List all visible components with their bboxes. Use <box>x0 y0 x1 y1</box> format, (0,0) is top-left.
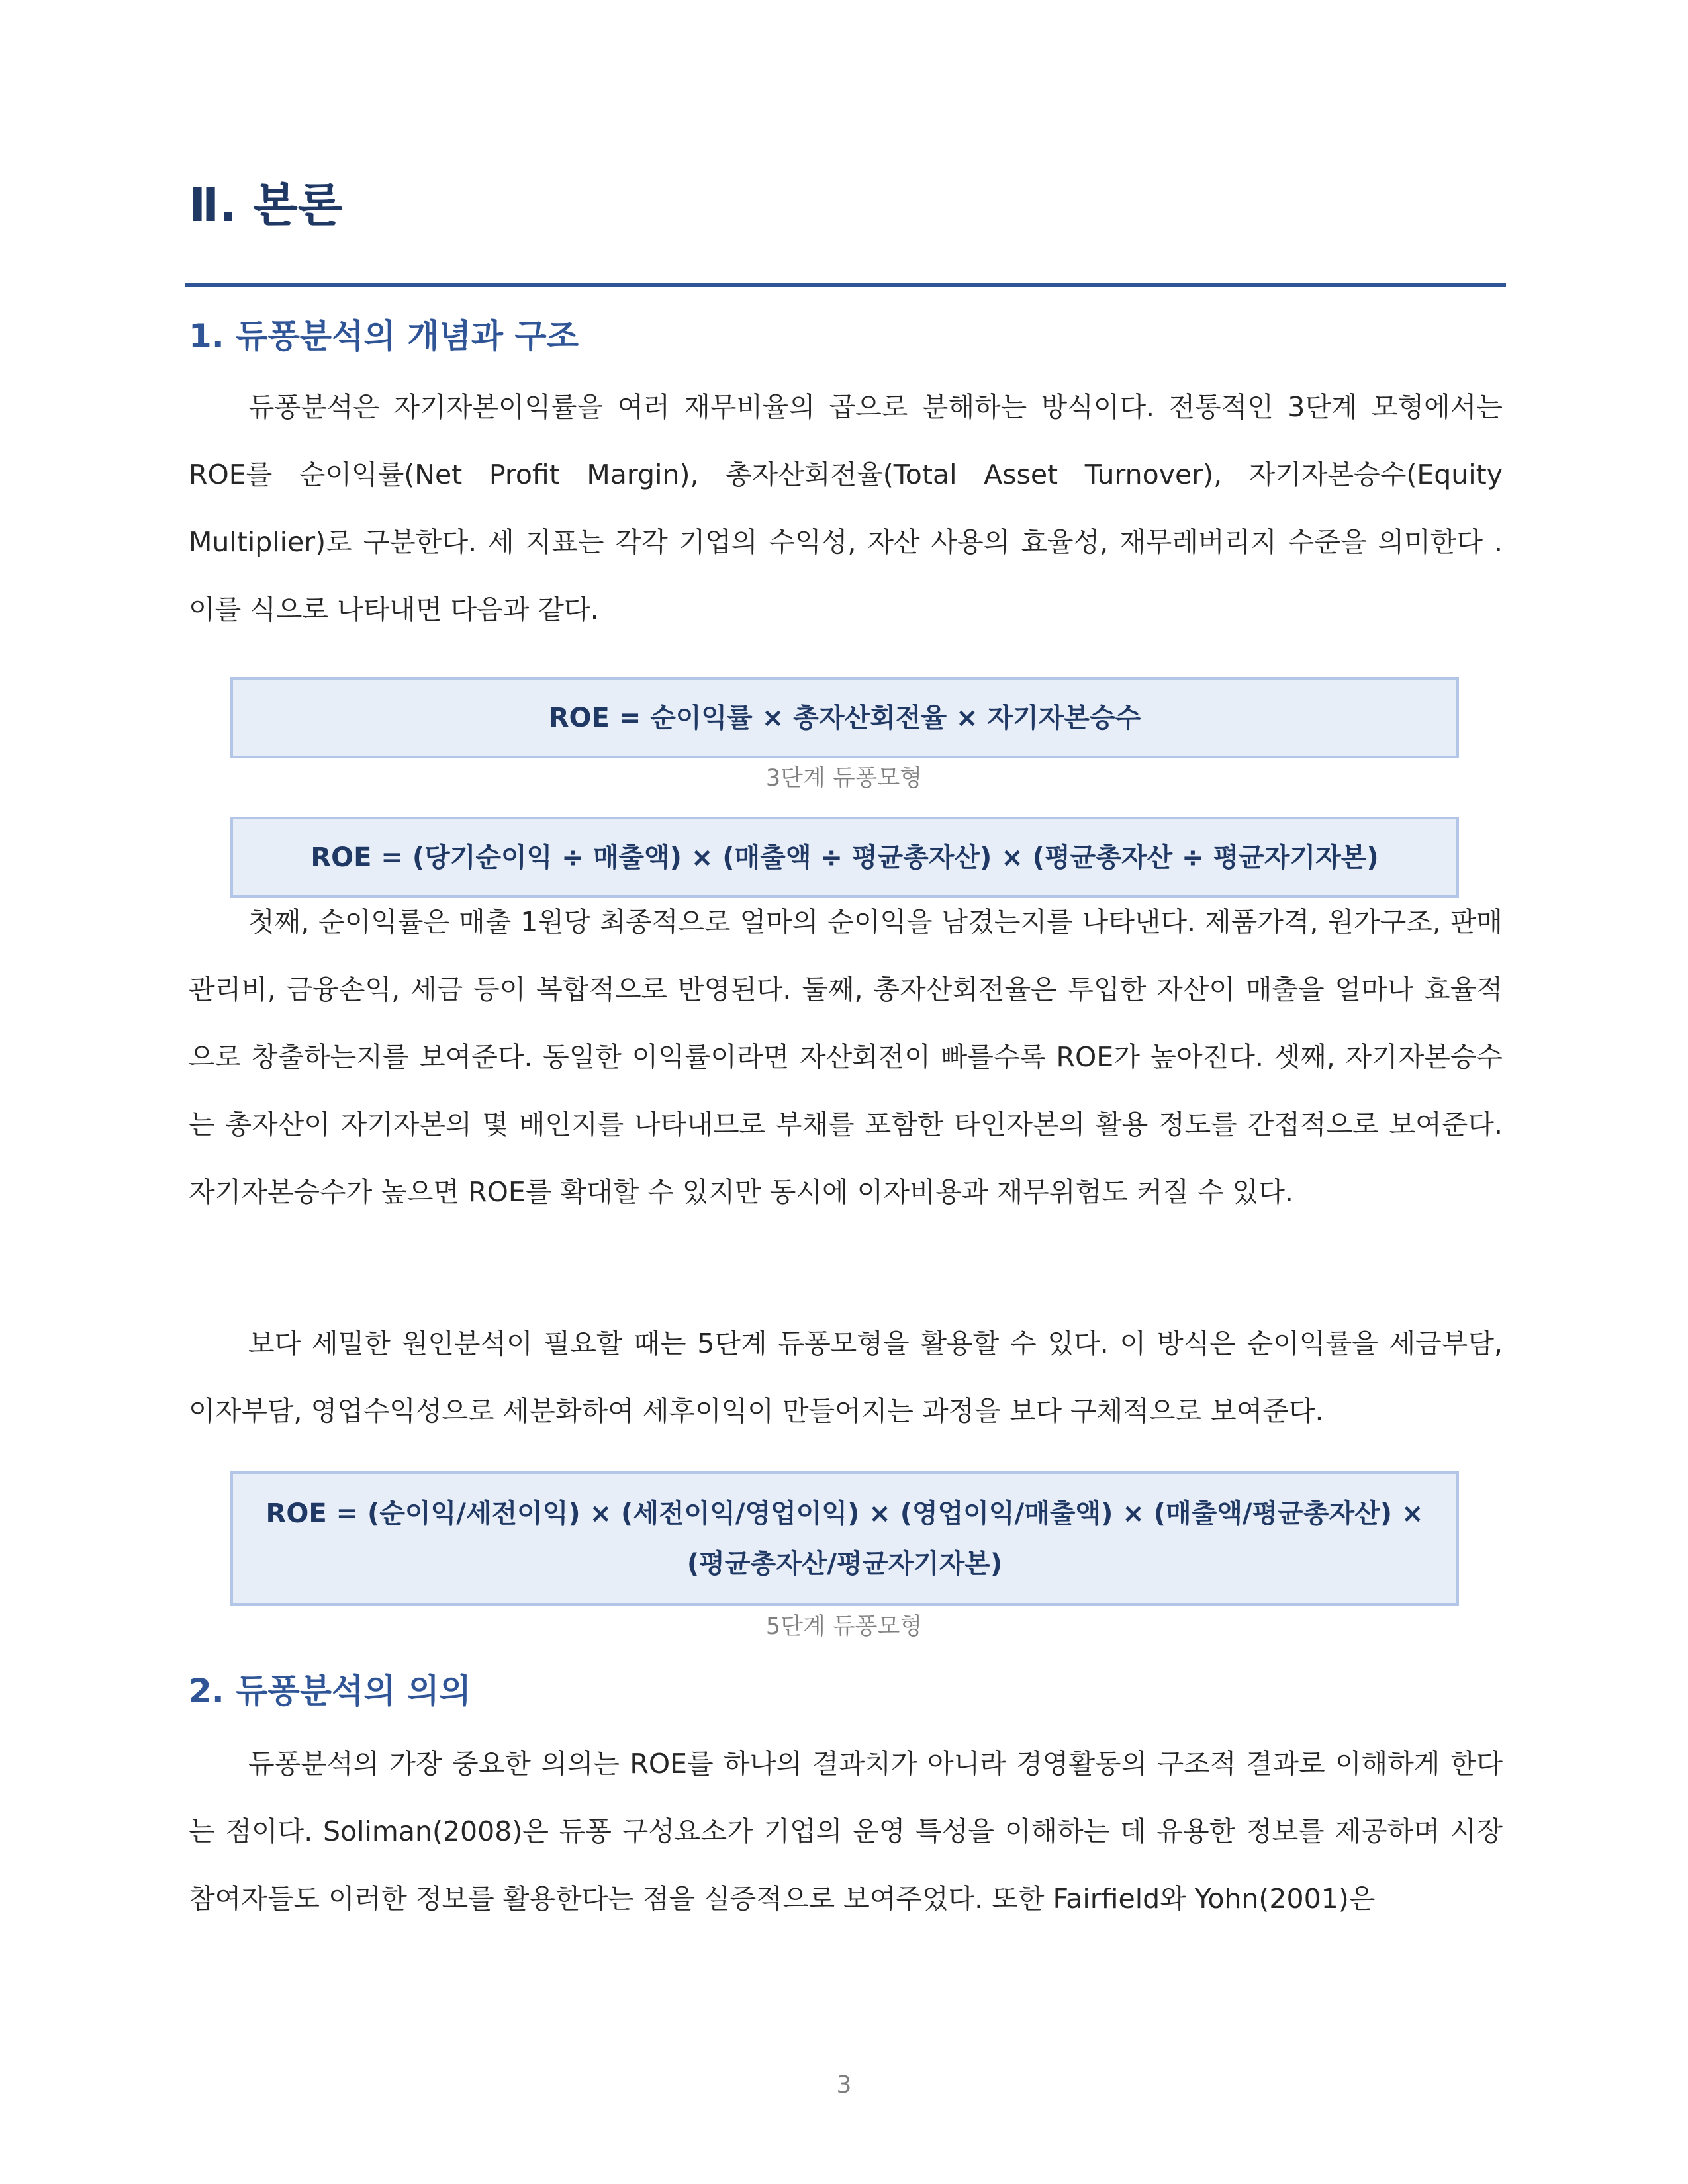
formula-box-3-stage <box>230 677 1459 758</box>
formula-5-stage: ROE = (순이익/세전이익) × (세전이익/영업이익) × (영업이익/매출액) × (매출액/평균총자산) × (평균총자산/평균자기자본) <box>265 1498 1424 1579</box>
caption-5-stage: 5단계 듀퐁모형 <box>765 1614 923 1640</box>
formula-3-stage-expanded: ROE = (당기순이익 ÷ 매출액) × (매출액 ÷ 평균총자산) × (평균총자산 ÷ 평균자기자본) <box>310 842 1379 873</box>
formula-box-5-stage <box>230 1471 1459 1606</box>
caption-3-stage: 3단계 듀퐁모형 <box>765 765 923 792</box>
section-heading-1: 1. 듀퐁분석의 개념과 구조 <box>189 317 579 355</box>
formula-box-3-stage-expanded <box>230 817 1459 898</box>
paragraph-dupont-significance: 듀퐁분석의 가장 중요한 의의는 ROE를 하나의 결과치가 아니라 경영활동의 구조적 결과로 이해하게 한다는 점이다. Soliman(2008)은 듀퐁 구성요소가 기업의 운영 특성을 이해하는 데 유용한 정보를 제공하며 시장참여자들도 이러한 정보를 활용한다는 점을 실증적으로 보여주었다. 또한 Fairfield와 Yohn(2001)은 <box>189 1748 1503 1915</box>
paragraph-components: 첫째, 순이익률은 매출 1원당 최종적으로 얼마의 순이익을 남겼는지를 나타낸다. 제품가격, 원가구조, 판매관리비, 금융손익, 세금 등이 복합적으로 반영된다. 둘째, 총자산회전율은 투입한 자산이 매출을 얼마나 효율적으로 창출하는지를 보여준다. 동일한 이익률이라면 자산회전이 빠를수록 ROE가 높아진다. 셋째, 자기자본승수는 총자산이 자기자본의 몇 배인지를 나타내므로 부채를 포함한 타인자본의 활용 정도를 간접적으로 보여준다. 자기자본승수가 높으면 ROE를 확대할 수 있지만 동시에 이자비용과 재무위험도 커질 수 있다. <box>189 906 1503 1208</box>
formula-3-stage: ROE = 순이익률 × 총자산회전율 × 자기자본승수 <box>548 702 1141 733</box>
paragraph-dupont-concept: 듀퐁분석은 자기자본이익률을 여러 재무비율의 곱으로 분해하는 방식이다. 전통적인 3단계 모형에서는 ROE를 순이익률(Net Profit Margin), 총자산회전율(Total Asset Turnover), 자기자본승수(Equity Multiplier)로 구분한다. 세 지표는 각각 기업의 수익성, 자산 사용의 효율성, 재무레버리지 수준을 의미한다 . 이를 식으로 나타내면 다음과 같다. <box>189 391 1503 625</box>
section-heading-2: 2. 듀퐁분석의 의의 <box>189 1672 471 1710</box>
page-number: 3 <box>836 2071 852 2099</box>
chapter-title: Ⅱ. 본론 <box>189 178 343 232</box>
paragraph-5-stage-intro: 보다 세밀한 원인분석이 필요할 때는 5단계 듀퐁모형을 활용할 수 있다. 이 방식은 순이익률을 세금부담, 이자부담, 영업수익성으로 세분화하여 세후이익이 만들어지는 과정을 보다 구체적으로 보여준다. <box>189 1328 1503 1427</box>
title-divider <box>185 283 1506 287</box>
